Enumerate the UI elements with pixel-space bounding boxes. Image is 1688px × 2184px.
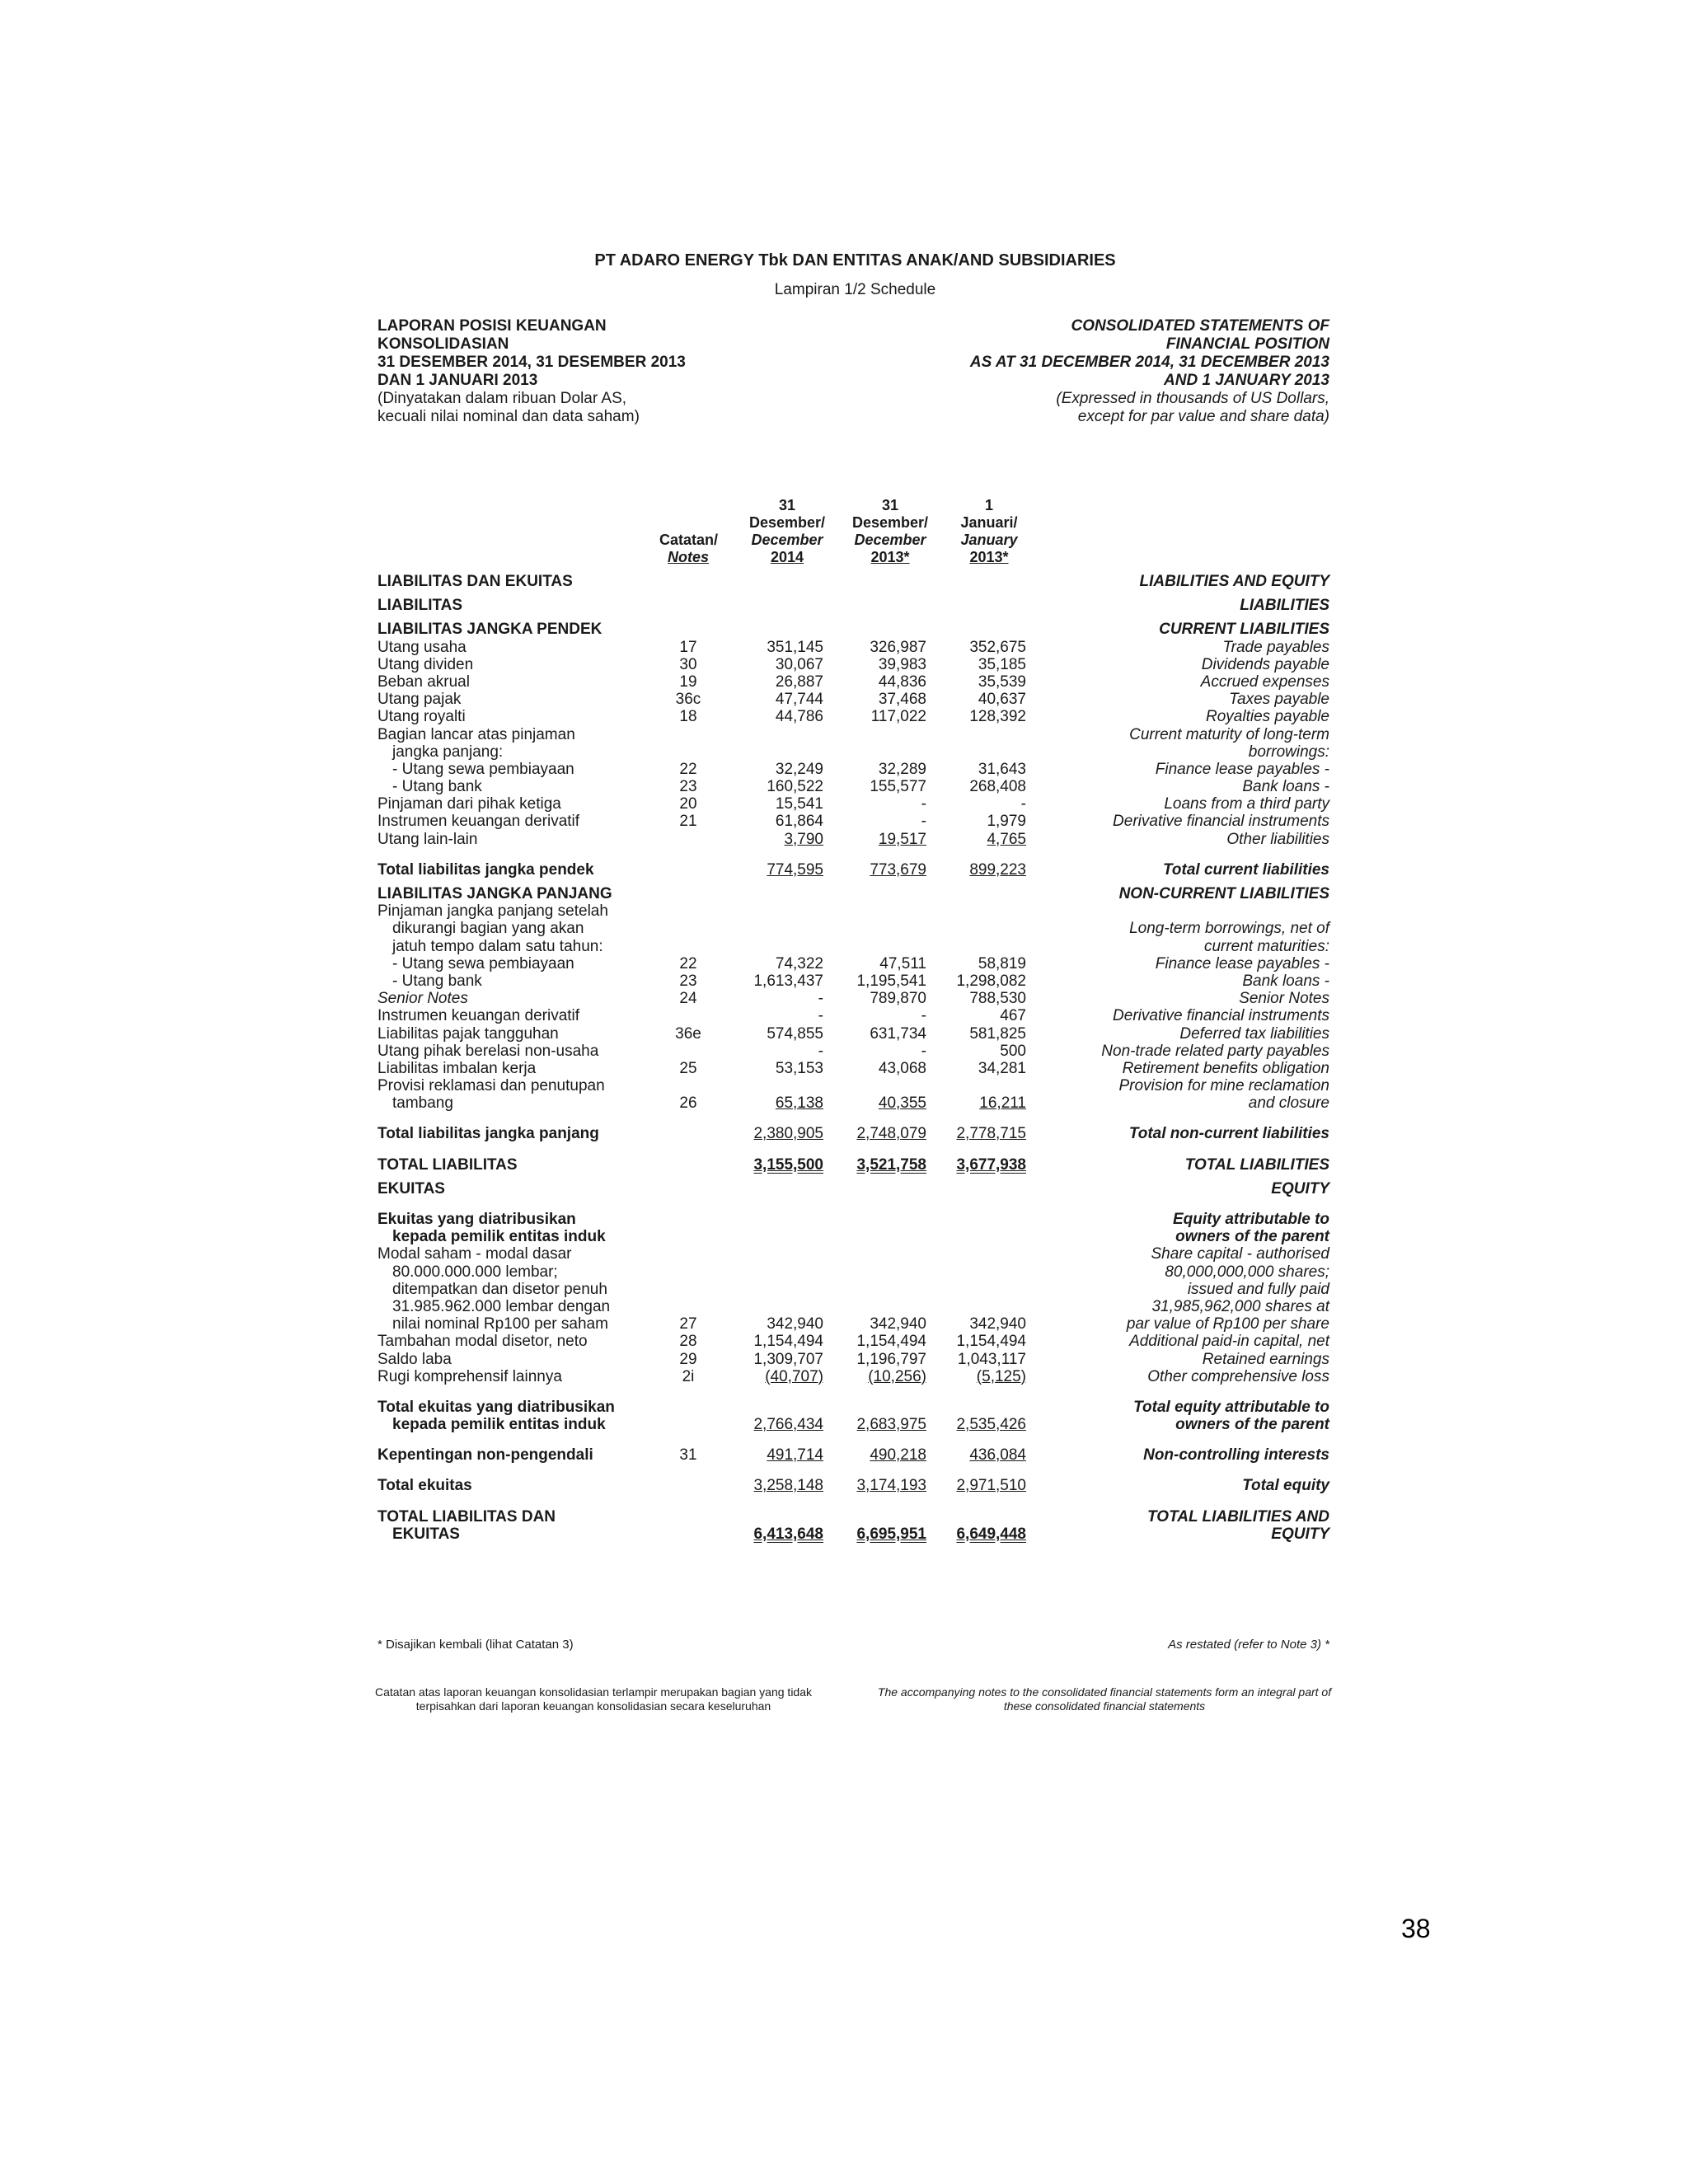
row-value-v2: 789,870 <box>870 990 926 1008</box>
header-left-indonesian <box>377 317 839 426</box>
restated-footnote-left: * Disajikan kembali (lihat Catatan 3) <box>377 1638 574 1652</box>
row-value-v1: 2,766,434 <box>753 1416 823 1434</box>
row-value-v3: 1,154,494 <box>956 1333 1026 1351</box>
statement-row <box>363 1025 1348 1043</box>
row-value-v1: - <box>818 990 823 1008</box>
row-label-indonesian: kepada pemilik entitas induk <box>392 1228 606 1246</box>
row-value-v1: 61,864 <box>775 813 823 831</box>
row-label-indonesian: jangka panjang: <box>392 743 504 761</box>
row-value-v1: 1,154,494 <box>753 1333 823 1351</box>
header-right-line: (Expressed in thousands of US Dollars, <box>1056 390 1329 407</box>
row-note-ref: 19 <box>679 673 697 691</box>
row-value-v2: 1,195,541 <box>856 972 926 990</box>
row-label-english: Bank loans - <box>1242 972 1329 990</box>
statement-row <box>363 1094 1348 1112</box>
statement-row <box>363 1508 1348 1526</box>
row-note-ref: 24 <box>679 990 697 1008</box>
row-label-indonesian: Saldo laba <box>377 1350 452 1368</box>
row-note-ref: 29 <box>679 1350 697 1368</box>
row-label-indonesian: 31.985.962.000 lembar dengan <box>392 1297 611 1315</box>
column-headers <box>363 484 1348 566</box>
row-value-v3: 34,281 <box>978 1059 1026 1077</box>
row-label-indonesian: Liabilitas pajak tangguhan <box>377 1024 559 1043</box>
row-label-indonesian: dikurangi bagian yang akan <box>392 920 584 938</box>
header-right-line: AND 1 JANUARY 2013 <box>1164 372 1329 389</box>
row-value-v3: 268,408 <box>969 778 1026 796</box>
notes-column-header: Catatan/ Notes <box>659 532 719 565</box>
row-value-v2: - <box>921 1007 926 1025</box>
row-label-english: Current maturity of long-term <box>1129 725 1329 743</box>
statement-row <box>363 743 1348 761</box>
row-label-english: Long-term borrowings, net of <box>1129 920 1329 938</box>
row-value-v1: 342,940 <box>767 1315 823 1333</box>
statement-row <box>363 1263 1348 1281</box>
row-value-v2: 490,218 <box>870 1446 926 1465</box>
row-value-v1: 65,138 <box>775 1094 823 1113</box>
row-note-ref: 36e <box>675 1024 701 1043</box>
row-value-v1: 26,887 <box>775 673 823 691</box>
row-label-indonesian: LIABILITAS DAN EKUITAS <box>377 573 573 590</box>
row-value-v1: 30,067 <box>775 655 823 673</box>
header-left-line: DAN 1 JANUARI 2013 <box>377 372 538 389</box>
statement-row <box>363 656 1348 673</box>
row-value-v2: 1,154,494 <box>856 1333 926 1351</box>
row-value-v2: 3,521,758 <box>856 1155 926 1174</box>
statement-row <box>363 573 1348 590</box>
row-value-v3: 342,940 <box>969 1315 1026 1333</box>
row-value-v3: 58,819 <box>978 954 1026 972</box>
header-right-line: FINANCIAL POSITION <box>1165 335 1329 353</box>
header-left-line: 31 DESEMBER 2014, 31 DESEMBER 2013 <box>377 354 686 371</box>
row-value-v2: 6,695,951 <box>856 1525 926 1543</box>
row-value-v2: (10,256) <box>868 1367 926 1385</box>
row-note-ref: 21 <box>679 813 697 831</box>
row-note-ref: 28 <box>679 1333 697 1351</box>
statement-row <box>363 1399 1348 1416</box>
row-value-v3: - <box>1020 795 1026 813</box>
row-label-indonesian: jatuh tempo dalam satu tahun: <box>392 937 603 955</box>
row-label-indonesian: Liabilitas imbalan kerja <box>377 1059 537 1077</box>
statement-header <box>363 317 1348 482</box>
notes-disclaimer-english: The accompanying notes to the consolidated financial statements form an integral part of these consolidated financial statements <box>877 1685 1332 1713</box>
row-value-v3: 788,530 <box>969 990 1026 1008</box>
row-value-v1: - <box>818 1042 823 1060</box>
row-label-english: Total equity <box>1242 1477 1329 1495</box>
statement-row <box>363 1228 1348 1245</box>
row-label-indonesian: Senior Notes <box>377 990 468 1008</box>
row-label-english: Accrued expenses <box>1200 673 1329 691</box>
row-note-ref: 20 <box>679 795 697 813</box>
row-value-v3: 4,765 <box>987 830 1026 848</box>
statement-row <box>363 1180 1348 1197</box>
row-label-indonesian: Tambahan modal disetor, neto <box>377 1333 588 1351</box>
row-value-v2: 32,289 <box>878 760 926 778</box>
row-label-indonesian: Utang pajak <box>377 691 462 709</box>
row-value-v2: 19,517 <box>878 830 926 848</box>
header-left-line: LAPORAN POSISI KEUANGAN <box>377 317 607 335</box>
row-label-english: par value of Rp100 per share <box>1126 1315 1329 1333</box>
row-value-v1: 6,413,648 <box>753 1525 823 1543</box>
row-value-v3: 2,778,715 <box>956 1125 1026 1143</box>
row-label-indonesian: Total ekuitas <box>377 1477 472 1495</box>
header-left-line: (Dinyatakan dalam ribuan Dolar AS, <box>377 390 627 407</box>
row-value-v1: 1,613,437 <box>753 972 823 990</box>
header-left-line: KONSOLIDASIAN <box>377 335 509 353</box>
statement-row <box>363 778 1348 795</box>
row-label-indonesian: - Utang sewa pembiayaan <box>392 760 574 778</box>
row-note-ref: 22 <box>679 760 697 778</box>
row-label-english: Finance lease payables - <box>1155 954 1329 972</box>
row-label-indonesian: Kepentingan non-pengendali <box>377 1446 593 1465</box>
row-label-english: 80,000,000,000 shares; <box>1165 1263 1329 1281</box>
row-value-v2: 155,577 <box>870 778 926 796</box>
statement-row <box>363 885 1348 902</box>
row-note-ref: 23 <box>679 778 697 796</box>
row-label-indonesian: TOTAL LIABILITAS DAN <box>377 1507 556 1526</box>
row-label-indonesian: tambang <box>392 1094 453 1113</box>
row-value-v1: 1,309,707 <box>753 1350 823 1368</box>
statement-row <box>363 1211 1348 1228</box>
row-label-indonesian: Total ekuitas yang diatribusikan <box>377 1398 615 1416</box>
statement-row <box>363 761 1348 778</box>
row-value-v3: 3,677,938 <box>956 1155 1026 1174</box>
statement-row <box>363 1416 1348 1433</box>
row-value-v2: 3,174,193 <box>856 1477 926 1495</box>
row-label-english: Retained earnings <box>1202 1350 1329 1368</box>
row-value-v3: 467 <box>1000 1007 1026 1025</box>
row-value-v3: 899,223 <box>969 860 1026 879</box>
statement-rows <box>363 573 1348 1543</box>
statement-row <box>363 1043 1348 1060</box>
row-label-indonesian: kepada pemilik entitas induk <box>392 1416 606 1434</box>
statement-row <box>363 1333 1348 1350</box>
row-value-v3: (5,125) <box>976 1367 1026 1385</box>
row-label-english: Other liabilities <box>1226 830 1329 848</box>
row-label-english: Equity attributable to <box>1173 1211 1329 1228</box>
row-label-english: current maturities: <box>1203 937 1329 955</box>
row-value-v2: 1,196,797 <box>856 1350 926 1368</box>
column-header-2014: 31 Desember/ December 2014 <box>748 497 826 565</box>
statement-row <box>363 902 1348 920</box>
row-label-english: Trade payables <box>1222 638 1329 656</box>
row-value-v3: 16,211 <box>979 1094 1026 1113</box>
statement-row <box>363 708 1348 725</box>
statement-row <box>363 726 1348 743</box>
statement-row <box>363 990 1348 1007</box>
statement-scan <box>363 251 1348 1755</box>
statement-row <box>363 1077 1348 1094</box>
row-label-english: Royalties payable <box>1206 708 1329 726</box>
schedule-label: Lampiran 1/2 Schedule <box>774 281 936 298</box>
row-label-english: Share capital - authorised <box>1151 1245 1329 1263</box>
column-header-2013: 31 Desember/ December 2013* <box>851 497 929 565</box>
row-label-indonesian: Utang pihak berelasi non-usaha <box>377 1042 599 1060</box>
row-value-v1: 47,744 <box>775 691 823 709</box>
row-label-english: Total non-current liabilities <box>1128 1125 1329 1143</box>
restated-footnote-right: As restated (refer to Note 3) * <box>1168 1638 1329 1652</box>
row-value-v2: - <box>921 1042 926 1060</box>
row-label-english: NON-CURRENT LIABILITIES <box>1118 885 1329 902</box>
row-note-ref: 2i <box>682 1367 695 1385</box>
row-label-english: TOTAL LIABILITIES <box>1184 1155 1329 1174</box>
row-label-english: Retirement benefits obligation <box>1122 1059 1329 1077</box>
statement-row <box>363 1477 1348 1494</box>
header-right-english <box>835 317 1329 426</box>
row-value-v1: 44,786 <box>775 708 823 726</box>
row-label-indonesian: 80.000.000.000 lembar; <box>392 1263 558 1281</box>
row-label-english: Non-trade related party payables <box>1101 1042 1329 1060</box>
row-label-english: owners of the parent <box>1175 1416 1329 1434</box>
statement-row <box>363 955 1348 972</box>
row-label-english: Deferred tax liabilities <box>1179 1024 1329 1043</box>
row-label-indonesian: LIABILITAS <box>377 597 463 615</box>
row-value-v1: 74,322 <box>775 954 823 972</box>
row-label-english: owners of the parent <box>1175 1228 1329 1246</box>
row-value-v2: 40,355 <box>878 1094 926 1113</box>
row-label-indonesian: LIABILITAS JANGKA PENDEK <box>377 621 603 639</box>
column-header-jan-2013: 1 Januari/ January 2013* <box>960 497 1018 565</box>
row-label-english: EQUITY <box>1271 1179 1329 1197</box>
row-label-english: Provision for mine reclamation <box>1118 1077 1329 1095</box>
statement-row <box>363 597 1348 614</box>
row-value-v1: 2,380,905 <box>753 1125 823 1143</box>
row-note-ref: 36c <box>675 691 701 709</box>
row-label-english: Additional paid-in capital, net <box>1129 1333 1329 1351</box>
row-value-v3: 1,043,117 <box>957 1350 1026 1368</box>
row-label-indonesian: - Utang sewa pembiayaan <box>392 954 574 972</box>
statement-row <box>363 621 1348 638</box>
row-label-indonesian: Rugi komprehensif lainnya <box>377 1367 562 1385</box>
row-value-v2: - <box>921 813 926 831</box>
row-value-v1: - <box>818 1007 823 1025</box>
row-label-indonesian: Total liabilitas jangka panjang <box>377 1125 599 1143</box>
statement-row <box>363 1245 1348 1263</box>
row-label-indonesian: Utang dividen <box>377 655 474 673</box>
row-value-v3: 6,649,448 <box>956 1525 1026 1543</box>
notes-disclaimer-indonesian: Catatan atas laporan keuangan konsolidasian terlampir merupakan bagian yang tidak terpisahkan dari laporan keuangan konsolidasian secara keseluruhan <box>374 1685 812 1713</box>
row-value-v1: 774,595 <box>767 860 823 879</box>
row-note-ref: 26 <box>679 1094 697 1113</box>
row-value-v1: 3,155,500 <box>753 1155 823 1174</box>
row-label-indonesian: Ekuitas yang diatribusikan <box>377 1211 576 1228</box>
row-value-v2: 39,983 <box>878 655 926 673</box>
row-value-v3: 500 <box>1000 1042 1026 1060</box>
row-note-ref: 31 <box>679 1446 697 1465</box>
row-label-english: Non-controlling interests <box>1143 1446 1329 1465</box>
row-label-english: issued and fully paid <box>1187 1280 1329 1298</box>
row-label-indonesian: - Utang bank <box>392 972 482 990</box>
header-right-line: AS AT 31 DECEMBER 2014, 31 DECEMBER 2013 <box>969 354 1329 371</box>
row-value-v2: 43,068 <box>878 1059 926 1077</box>
row-value-v1: 491,714 <box>767 1446 823 1465</box>
row-label-english: Bank loans - <box>1242 778 1329 796</box>
row-value-v3: 31,643 <box>978 760 1026 778</box>
row-label-indonesian: EKUITAS <box>392 1525 460 1543</box>
row-value-v1: 3,790 <box>784 830 823 848</box>
statement-row <box>363 1156 1348 1174</box>
row-label-indonesian: Utang usaha <box>377 638 467 656</box>
row-value-v2: - <box>921 795 926 813</box>
row-label-indonesian: LIABILITAS JANGKA PANJANG <box>377 885 612 902</box>
row-label-indonesian: Modal saham - modal dasar <box>377 1245 572 1263</box>
row-note-ref: 17 <box>679 638 697 656</box>
row-label-english: 31,985,962,000 shares at <box>1151 1297 1329 1315</box>
row-value-v3: 128,392 <box>969 708 1026 726</box>
row-label-indonesian: - Utang bank <box>392 778 482 796</box>
row-value-v2: 47,511 <box>879 954 926 972</box>
statement-row <box>363 1351 1348 1368</box>
row-label-indonesian: TOTAL LIABILITAS <box>377 1155 518 1174</box>
row-label-indonesian: Pinjaman jangka panjang setelah <box>377 902 608 921</box>
row-label-indonesian: EKUITAS <box>377 1179 445 1197</box>
row-value-v2: 2,748,079 <box>856 1125 926 1143</box>
statement-row <box>363 1315 1348 1333</box>
row-value-v3: 581,825 <box>969 1024 1026 1043</box>
row-value-v2: 37,468 <box>878 691 926 709</box>
row-label-english: Derivative financial instruments <box>1113 1007 1329 1025</box>
row-label-indonesian: nilai nominal Rp100 per saham <box>392 1315 608 1333</box>
row-value-v2: 326,987 <box>870 638 926 656</box>
row-label-english: and closure <box>1248 1094 1329 1113</box>
row-label-english: EQUITY <box>1271 1525 1329 1543</box>
row-label-english: Taxes payable <box>1229 691 1329 709</box>
page-number: 38 <box>1401 1914 1431 1943</box>
row-value-v3: 1,298,082 <box>956 972 1026 990</box>
row-label-english: Other comprehensive loss <box>1147 1367 1329 1385</box>
row-label-english: Total current liabilities <box>1162 860 1329 879</box>
row-value-v3: 1,979 <box>987 813 1026 831</box>
header-left-line: kecuali nilai nominal dan data saham) <box>377 408 640 425</box>
statement-row <box>363 673 1348 691</box>
statement-row <box>363 938 1348 955</box>
row-value-v3: 35,185 <box>978 655 1026 673</box>
header-right-line: CONSOLIDATED STATEMENTS OF <box>1071 317 1329 335</box>
row-label-indonesian: Pinjaman dari pihak ketiga <box>377 795 561 813</box>
statement-row <box>363 1446 1348 1464</box>
statement-row <box>363 1298 1348 1315</box>
row-value-v1: 160,522 <box>767 778 823 796</box>
statement-row <box>363 972 1348 990</box>
statement-row <box>363 1526 1348 1543</box>
row-note-ref: 27 <box>679 1315 697 1333</box>
row-value-v3: 436,084 <box>969 1446 1026 1465</box>
row-value-v1: 351,145 <box>767 638 823 656</box>
row-value-v1: (40,707) <box>765 1367 823 1385</box>
row-label-indonesian: Provisi reklamasi dan penutupan <box>377 1077 605 1095</box>
row-label-english: Derivative financial instruments <box>1113 813 1329 831</box>
statement-row <box>363 813 1348 830</box>
statement-row <box>363 639 1348 656</box>
row-label-indonesian: Bagian lancar atas pinjaman <box>377 725 575 743</box>
statement-row <box>363 1125 1348 1142</box>
row-value-v2: 44,836 <box>878 673 926 691</box>
row-label-english: Senior Notes <box>1239 990 1329 1008</box>
row-value-v3: 2,535,426 <box>956 1416 1026 1434</box>
row-note-ref: 18 <box>679 708 697 726</box>
row-label-english: Loans from a third party <box>1164 795 1329 813</box>
row-label-indonesian: Instrumen keuangan derivatif <box>377 1007 580 1025</box>
statement-row <box>363 920 1348 937</box>
row-label-indonesian: Beban akrual <box>377 673 470 691</box>
row-label-indonesian: Total liabilitas jangka pendek <box>377 860 594 879</box>
row-label-indonesian: Utang royalti <box>377 708 466 726</box>
row-label-english: LIABILITIES AND EQUITY <box>1139 573 1329 590</box>
statement-row <box>363 795 1348 813</box>
statement-row <box>363 1060 1348 1077</box>
row-label-english: TOTAL LIABILITIES AND <box>1147 1507 1329 1526</box>
row-value-v3: 40,637 <box>978 691 1026 709</box>
row-label-english: Total equity attributable to <box>1133 1398 1329 1416</box>
row-value-v3: 35,539 <box>978 673 1026 691</box>
row-value-v2: 117,022 <box>870 708 926 726</box>
row-value-v2: 2,683,975 <box>856 1416 926 1434</box>
row-value-v2: 342,940 <box>870 1315 926 1333</box>
row-label-indonesian: Instrumen keuangan derivatif <box>377 813 580 831</box>
row-value-v1: 574,855 <box>767 1024 823 1043</box>
row-label-english: CURRENT LIABILITIES <box>1159 621 1329 639</box>
row-value-v2: 631,734 <box>870 1024 926 1043</box>
row-note-ref: 23 <box>679 972 697 990</box>
company-title: PT ADARO ENERGY Tbk DAN ENTITAS ANAK/AND SUBSIDIARIES <box>594 251 1116 269</box>
row-note-ref: 25 <box>679 1059 697 1077</box>
row-label-indonesian: Utang lain-lain <box>377 830 478 848</box>
row-value-v1: 53,153 <box>775 1059 823 1077</box>
header-right-line: except for par value and share data) <box>1077 408 1329 425</box>
statement-row <box>363 1368 1348 1385</box>
statement-row <box>363 861 1348 879</box>
row-value-v1: 15,541 <box>775 795 823 813</box>
row-note-ref: 30 <box>679 655 697 673</box>
row-label-english: borrowings: <box>1248 743 1329 761</box>
row-value-v2: 773,679 <box>870 860 926 879</box>
row-note-ref: 22 <box>679 954 697 972</box>
row-label-english: LIABILITIES <box>1240 597 1329 615</box>
row-value-v1: 3,258,148 <box>753 1477 823 1495</box>
statement-row <box>363 691 1348 708</box>
statement-row <box>363 1281 1348 1298</box>
row-label-indonesian: ditempatkan dan disetor penuh <box>392 1280 607 1298</box>
statement-row <box>363 831 1348 848</box>
row-value-v1: 32,249 <box>775 760 823 778</box>
row-label-english: Dividends payable <box>1201 655 1329 673</box>
row-value-v3: 352,675 <box>969 638 1026 656</box>
row-value-v3: 2,971,510 <box>956 1477 1026 1495</box>
statement-row <box>363 1007 1348 1024</box>
row-label-english: Finance lease payables - <box>1155 760 1329 778</box>
